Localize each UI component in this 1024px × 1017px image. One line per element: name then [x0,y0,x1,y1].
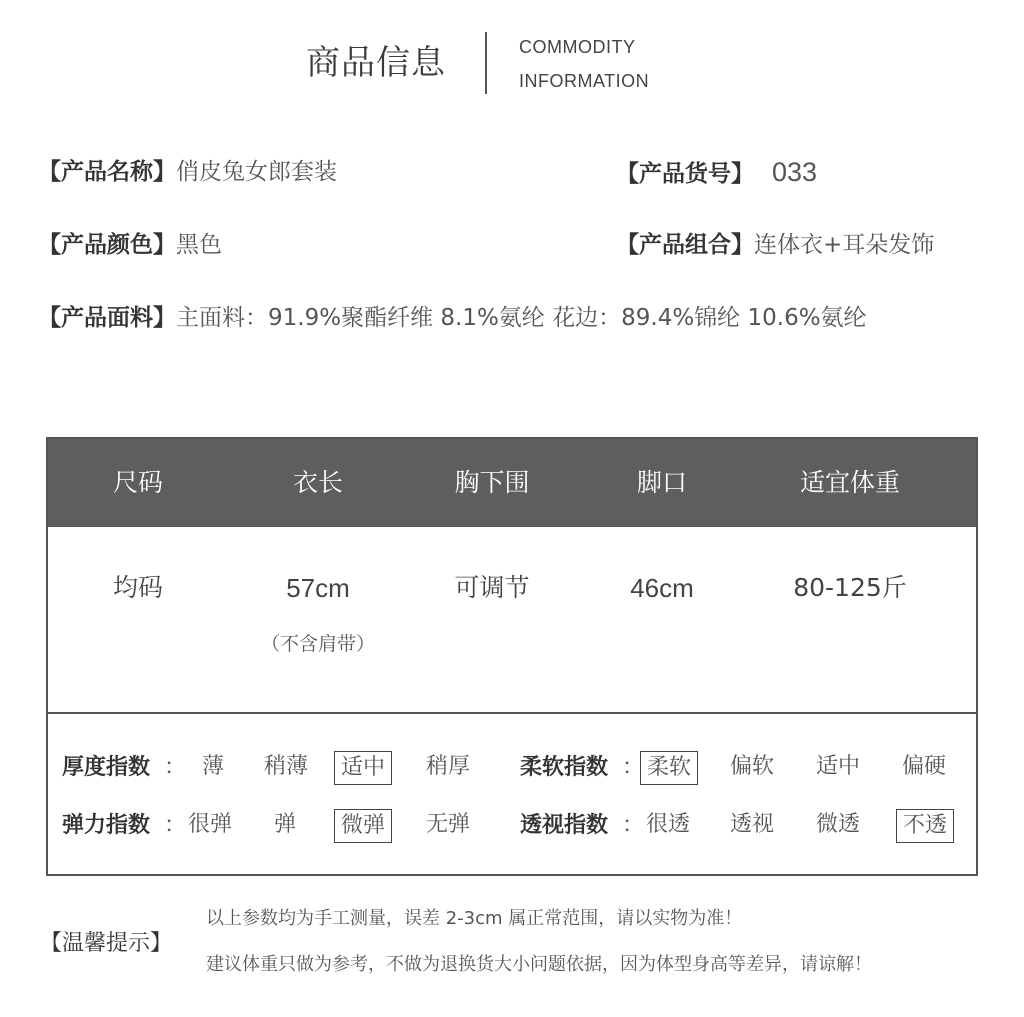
header-cell-size: 尺码 [112,468,163,497]
thickness-option-slightly-thick: 稍厚 [426,754,471,779]
info-fabric-value: 主面料：91.9%聚酯纤维 8.1%氨纶 花边：89.4%锦纶 10.6%氨纶 [176,305,867,331]
softness-option-soft-selected: 柔软 [640,751,698,785]
transparency-option-opaque-selected: 不透 [896,809,954,843]
softness-option-fairly-soft: 偏软 [730,754,775,779]
note-line-1: 以上参数均为手工测量，误差 2-3cm 属正常范围，请以实物为准！ [206,908,743,929]
thickness-index-label: 厚度指数 [62,755,151,780]
elasticity-option-very-elastic: 很弹 [188,812,233,837]
softness-index-colon: ： [622,755,645,780]
info-combo-value: 连体衣+耳朵发饰 [754,232,935,258]
note-line-2: 建议体重只做为参考，不做为退换货大小问题依据，因为体型身高等差异，请谅解！ [206,954,872,975]
cell-length: 57cm [286,573,350,603]
note-label: 【温馨提示】 [40,931,173,956]
header-cell-underbust: 胸下围 [454,468,530,497]
info-code-label: 【产品货号】 [616,161,754,187]
elasticity-option-elastic: 弹 [274,812,297,837]
header-cell-leg-opening: 脚口 [636,468,687,497]
length-note: （不含肩带） [260,633,375,655]
info-code-value: 033 [772,157,818,187]
transparency-option-slightly-sheer: 微透 [816,812,861,837]
thickness-option-thin: 薄 [202,754,225,779]
elasticity-index-label: 弹力指数 [62,813,151,838]
thickness-index-colon: ： [164,755,187,780]
softness-option-fairly-hard: 偏硬 [902,754,947,779]
header-title-en-line2: INFORMATION [519,71,650,91]
info-fabric-label: 【产品面料】 [38,305,176,331]
info-name [38,157,337,187]
info-combo-label: 【产品组合】 [616,232,754,258]
transparency-option-sheer: 透视 [730,812,775,837]
transparency-option-very-sheer: 很透 [646,812,691,837]
header-cell-weight: 适宜体重 [799,468,900,497]
table-row-divider [48,712,976,714]
info-fabric [38,303,867,333]
transparency-index-label: 透视指数 [520,813,609,838]
info-color-value: 黑色 [176,232,222,258]
cell-weight: 80-125斤 [793,573,907,602]
size-table [46,437,978,876]
header-title-en [519,30,649,98]
header-cell-length: 衣长 [292,468,343,497]
cell-leg-opening: 46cm [630,573,694,603]
transparency-index-colon: ： [622,813,645,838]
size-table-header [48,439,976,527]
elasticity-option-slight-selected: 微弹 [334,809,392,843]
softness-option-medium: 适中 [816,754,861,779]
thickness-option-medium-selected: 适中 [334,751,392,785]
elasticity-index-colon: ： [164,813,187,838]
cell-size: 均码 [112,573,163,602]
cell-underbust: 可调节 [454,573,530,602]
header-title-cn: 商品信息 [306,43,446,83]
elasticity-option-none: 无弹 [426,812,471,837]
header-divider [485,32,487,94]
info-name-label: 【产品名称】 [38,159,176,185]
info-combo [616,230,934,260]
info-color [38,230,222,260]
header-title-en-line1: COMMODITY [519,37,636,57]
info-color-label: 【产品颜色】 [38,232,176,258]
info-code [616,157,817,189]
thickness-option-slightly-thin: 稍薄 [264,754,309,779]
info-name-value: 俏皮兔女郎套装 [176,159,337,185]
softness-index-label: 柔软指数 [520,755,609,780]
